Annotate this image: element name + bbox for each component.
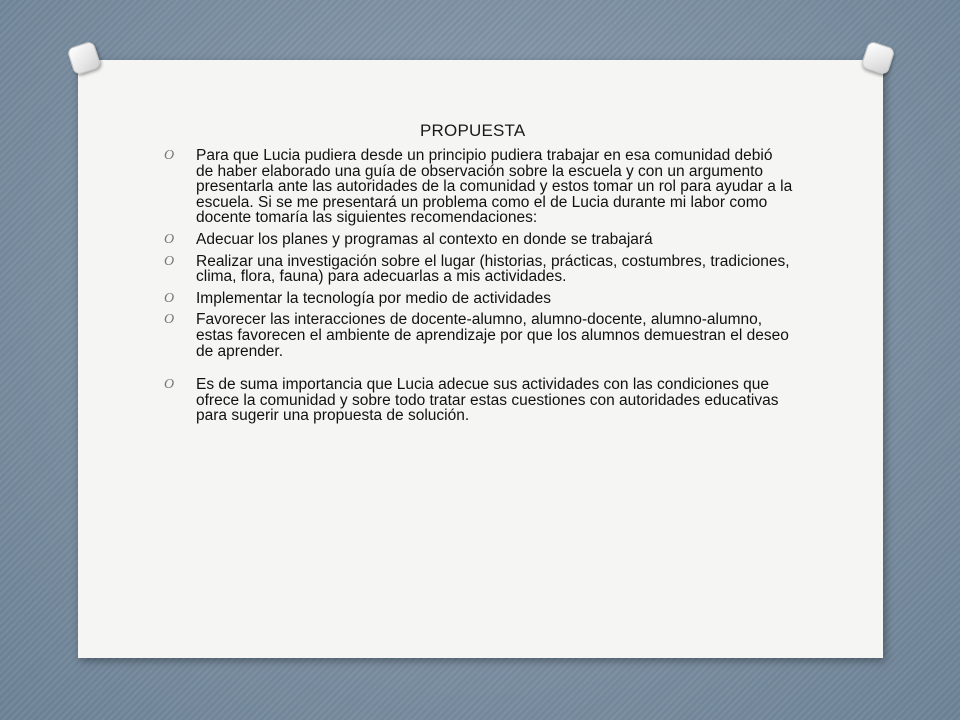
bullet-list	[164, 148, 794, 430]
bullet-text-1: Para que Lucia pudiera desde un principio pudiera trabajar en esa comunidad debió de haber elaborado una guía de observación sobre la escuela y con un argumento presentarla ante las autoridades de la comunidad y estos tomar un rol para ayudar a la escuela. Si se me presentará un problema como el de Lucia durante mi labor como docente tomaría las siguientes recomendaciones:	[196, 147, 793, 227]
bullet-marker-icon: O	[164, 377, 175, 393]
bullet-text-5: Favorecer las interacciones de docente-alumno, alumno-docente, alumno-alumno, estas favorecen el ambiente de aprendizaje por que los alumnos demuestran el deseo de aprender.	[196, 311, 789, 360]
slide-content	[78, 60, 883, 658]
bullet-marker-icon: O	[164, 231, 175, 247]
bullet-text-3: Realizar una investigación sobre el lugar (historias, prácticas, costumbres, tradiciones, clima, flora, fauna) para adecuarlas a mis actividades.	[196, 252, 790, 286]
bullet-item-2	[164, 232, 794, 248]
bullet-text-4: Implementar la tecnología por medio de actividades	[196, 289, 551, 307]
bullet-text-6: Es de suma importancia que Lucia adecue sus actividades con las condiciones que ofrece la comunidad y sobre todo tratar estas cuestiones con autoridades educativas para sugerir una propuesta de solución.	[196, 376, 779, 425]
bullet-marker-icon: O	[164, 290, 175, 306]
bullet-item-5	[164, 312, 794, 359]
bullet-item-3	[164, 254, 794, 285]
slide-title: PROPUESTA	[420, 121, 526, 140]
bullet-marker-icon: O	[164, 253, 175, 269]
bullet-item-1	[164, 148, 794, 226]
bullet-marker-icon: O	[164, 148, 175, 163]
slide-card	[78, 60, 883, 658]
bullet-item-6	[164, 377, 794, 424]
bullet-text-2: Adecuar los planes y programas al contexto en donde se trabajará	[196, 230, 653, 248]
bullet-marker-icon: O	[164, 312, 175, 328]
bullet-item-4	[164, 291, 794, 307]
